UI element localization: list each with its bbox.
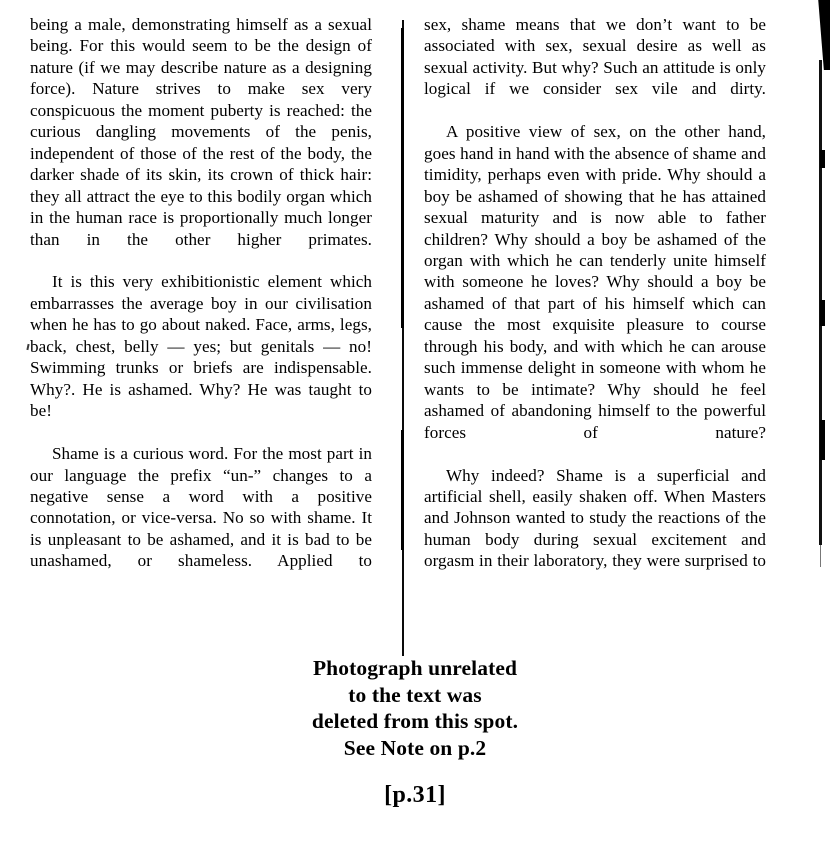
paragraph: sex, shame means that we don’t want to be associated with sex, sexual desire as well as sexual activity. But why? Such an attitude is only logical if we consider sex vile and dirty. [424,15,766,99]
scan-edge-speck [820,150,825,168]
text-column-right [424,14,766,593]
scan-edge-speck [820,420,825,460]
deleted-photo-note [0,655,830,761]
paragraph: Why indeed? Shame is a superficial and artificial shell, easily shaken off. When Masters and Johnson wanted to study the reactions of the human body during sexual excitement and orgasm in their laboratory, they were surprised to [424,465,766,571]
paragraph: A positive view of sex, on the other hand, goes hand in hand with the absence of shame and timidity, perhaps even with pride. Why should a boy be ashamed of showing that he has attained sexual maturity and is now able to father children? Why should a boy be ashamed of the organ with which he can tenderly unite himself with someone he loves? Why should a boy be ashamed of that part of his himself which can cause the most exquisite pleasure to course through his body, and with which he can arouse such immense delight in someone with whom he wants to be intimate? Why should he feel ashamed of abandoning himself to the powerful forces of nature? [424,122,766,442]
column-divider-rule-heavy-segment-lower [401,430,404,550]
page-number: [p.31] [384,782,446,808]
note-line: Photograph unrelated [312,656,518,680]
paragraph: Shame is a curious word. For the most part in our language the prefix “un-” changes to a negative sense a word with a positive connotation, or vice-versa. No so with shame. It is unpleasant to be ashamed, and it is bad to be unashamed, or shameless. Applied to [30,444,372,571]
paragraph: It is this very exhibitionistic element which embarrasses the average boy in our civilisation when he has to go about naked. Face, arms, legs, back, chest, belly — yes; but genitals — no! Swimming trunks or briefs are indispensable. Why?. He is ashamed. Why? He was taught to be! [30,272,372,421]
scan-edge-shadow-fade [820,545,821,567]
scan-edge-speck [820,300,825,326]
note-line: See Note on p.2 [343,735,487,760]
paragraph: being a male, demonstrating himself as a sexual being. For this would seem to be the design of nature (if we may describe nature as a designing force). Nature strives to make sex very conspicuous the moment puberty is reached: the curious dangling movements of the penis, independent of those of the rest of the body, the darker shade of its skin, its crown of thick hair: they all attract the eye to this bodily organ which in the human race is proportionally much longer than in the other higher primates. [30,15,372,249]
note-line: deleted from this spot. [311,709,519,733]
two-column-body [0,14,830,664]
note-line: to the text was [348,682,482,707]
column-divider-rule-heavy-segment [401,28,404,328]
text-column-left [30,14,372,593]
